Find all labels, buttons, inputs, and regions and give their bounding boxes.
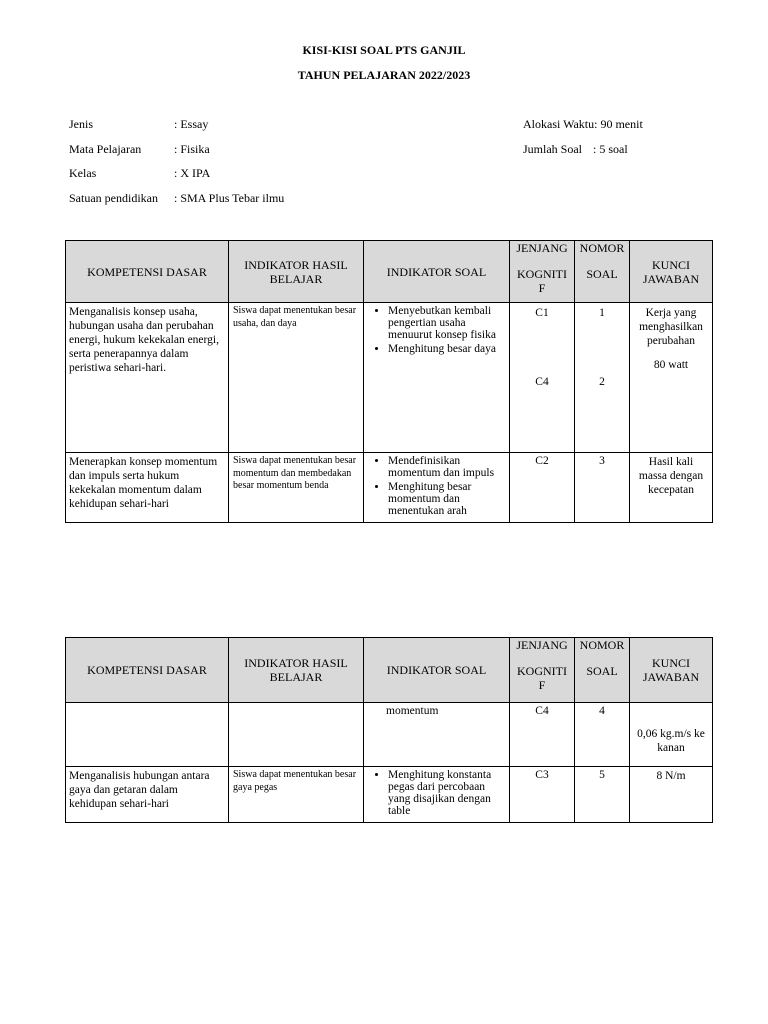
- header-jenjang-kognitif: JENJANG KOGNITI F: [510, 638, 575, 703]
- header-indikator-soal: INDIKATOR SOAL: [364, 638, 510, 703]
- nomor-soal-cell: 1 2: [575, 303, 630, 453]
- indikator-soal-item: • Menghitung besar momentum dan menentukan arah: [388, 481, 506, 517]
- indikator-hasil-cell: Siswa dapat menentukan besar usaha, dan daya: [229, 303, 364, 453]
- nomor-soal-cell: 5: [575, 767, 630, 823]
- header-kompetensi-dasar: KOMPETENSI DASAR: [66, 241, 229, 303]
- mapel-value: : Fisika: [174, 142, 210, 156]
- mapel-label: Mata Pelajaran: [69, 142, 142, 156]
- jenjang-kognitif-cell: C3: [510, 767, 575, 823]
- indikator-soal-cell: [364, 767, 510, 823]
- jumlah-soal-value: : 5 soal: [593, 142, 628, 156]
- jenis-label: Jenis: [69, 117, 93, 131]
- header-indikator-hasil-belajar: INDIKATOR HASIL BELAJAR: [229, 638, 364, 703]
- header-kunci-jawaban: KUNCI JAWABAN: [630, 241, 713, 303]
- nomor-soal-cell: 3: [575, 453, 630, 523]
- kunci-jawaban-cell: Kerja yang menghasilkan perubahan 80 watt: [630, 303, 713, 453]
- table-row: [66, 453, 713, 523]
- header-indikator-soal: INDIKATOR SOAL: [364, 241, 510, 303]
- nomor-soal-cell: 4: [575, 703, 630, 767]
- header-kompetensi-dasar: KOMPETENSI DASAR: [66, 638, 229, 703]
- kelas-value: : X IPA: [174, 166, 211, 180]
- kompetensi-dasar-cell: [66, 703, 229, 767]
- kompetensi-dasar-cell: Menerapkan konsep momentum dan impuls serta hukum kekekalan momentum dalam kehidupan sehari-hari: [66, 453, 229, 523]
- indikator-soal-cell: momentum: [364, 703, 510, 767]
- header-indikator-hasil-belajar: INDIKATOR HASIL BELAJAR: [229, 241, 364, 303]
- table-row: [66, 767, 713, 823]
- table-row: [66, 303, 713, 453]
- jenjang-kognitif-cell: C4: [510, 703, 575, 767]
- kunci-jawaban-cell: 0,06 kg.m/s ke kanan: [630, 703, 713, 767]
- alokasi-waktu: Alokasi Waktu: 90 menit: [523, 117, 643, 131]
- jenjang-kognitif-cell: C1 C4: [510, 303, 575, 453]
- jenjang-kognitif-cell: C2: [510, 453, 575, 523]
- header-jenjang-kognitif: JENJANG KOGNITI F: [510, 241, 575, 303]
- kisi-kisi-table-1: [65, 240, 713, 523]
- kunci-jawaban-cell: Hasil kali massa dengan kecepatan: [630, 453, 713, 523]
- document-subtitle: TAHUN PELAJARAN 2022/2023: [297, 68, 471, 82]
- kompetensi-dasar-cell: Menganalisis hubungan antara gaya dan getaran dalam kehidupan sehari-hari: [66, 767, 229, 823]
- jenis-value: : Essay: [174, 117, 209, 131]
- indikator-soal-cell: [364, 453, 510, 523]
- table-header-row: [66, 241, 713, 303]
- kompetensi-dasar-cell: Menganalisis konsep usaha, hubungan usaha dan perubahan energi, hukum kekekalan energi, serta penerapannya dalam peristiwa sehari-hari.: [66, 303, 229, 453]
- kisi-kisi-table-2: [65, 637, 713, 823]
- table-header-row: [66, 638, 713, 703]
- indikator-soal-item: • Menghitung konstanta pegas dari percobaan yang disajikan dengan table: [388, 769, 506, 817]
- kunci-jawaban-cell: 8 N/m: [630, 767, 713, 823]
- header-kunci-jawaban: KUNCI JAWABAN: [630, 638, 713, 703]
- indikator-soal-item: • Menghitung besar daya: [388, 343, 506, 355]
- indikator-hasil-cell: Siswa dapat menentukan besar gaya pegas: [229, 767, 364, 823]
- satuan-value: : SMA Plus Tebar ilmu: [174, 191, 285, 205]
- indikator-soal-item: • Mendefinisikan momentum dan impuls: [388, 455, 506, 479]
- kelas-label: Kelas: [69, 166, 97, 180]
- table-row: [66, 703, 713, 767]
- header-nomor-soal: NOMOR SOAL: [575, 241, 630, 303]
- indikator-hasil-cell: Siswa dapat menentukan besar momentum dan membedakan besar momentum benda: [229, 453, 364, 523]
- document-title: KISI-KISI SOAL PTS GANJIL: [302, 43, 466, 57]
- indikator-soal-cell: [364, 303, 510, 453]
- indikator-hasil-cell: [229, 703, 364, 767]
- satuan-label: Satuan pendidikan: [69, 191, 158, 205]
- header-nomor-soal: NOMOR SOAL: [575, 638, 630, 703]
- jumlah-soal-label: Jumlah Soal: [523, 142, 582, 156]
- indikator-soal-item: • Menyebutkan kembali pengertian usaha menuurut konsep fisika: [388, 305, 506, 341]
